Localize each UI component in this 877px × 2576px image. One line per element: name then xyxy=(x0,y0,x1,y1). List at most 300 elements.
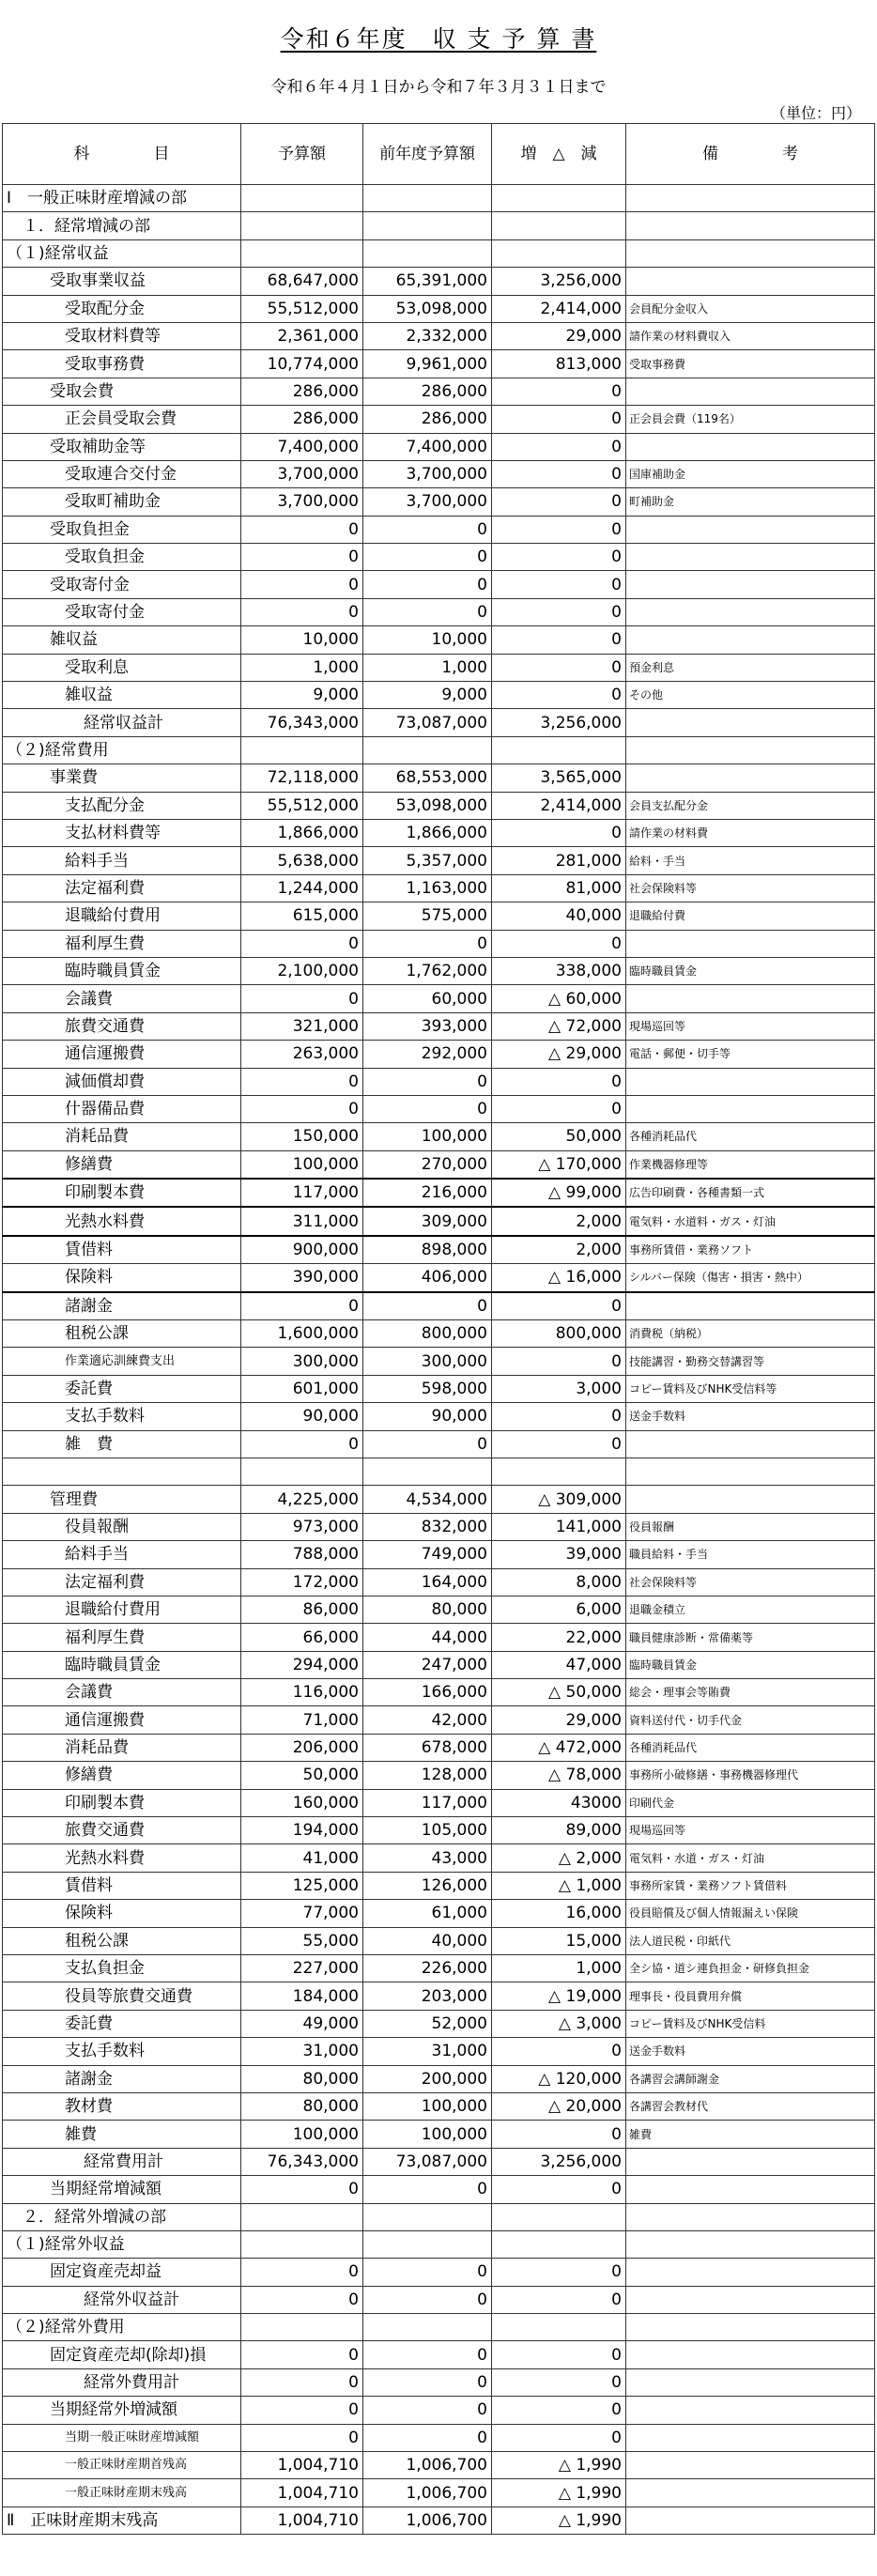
change-cell: 89,000 xyxy=(492,1817,626,1844)
remarks-cell xyxy=(626,2368,875,2396)
change-cell: 2,414,000 xyxy=(492,295,626,322)
budget-cell: 321,000 xyxy=(241,1012,363,1040)
account-cell: Ⅱ 正味財産期末残高 xyxy=(3,2507,241,2534)
budget-cell: 90,000 xyxy=(241,1403,363,1430)
prev-budget-cell: 61,000 xyxy=(363,1900,492,1927)
change-cell: 3,256,000 xyxy=(492,268,626,295)
account-cell: 経常収益計 xyxy=(3,709,241,736)
account-cell: 保険料 xyxy=(3,1264,241,1292)
table-row xyxy=(3,1207,875,1235)
change-cell: 0 xyxy=(492,626,626,654)
remarks-cell: 臨時職員賃金 xyxy=(626,957,875,984)
account-cell: 通信運搬費 xyxy=(3,1706,241,1734)
change-cell: 29,000 xyxy=(492,1706,626,1734)
remarks-cell: 全シ協・道シ連負担金・研修負担金 xyxy=(626,1955,875,1982)
table-row xyxy=(3,378,875,405)
table-row xyxy=(3,1541,875,1568)
remarks-cell: 役員賠償及び個人情報漏えい保険 xyxy=(626,1900,875,1927)
budget-cell: 0 xyxy=(241,598,363,625)
prev-budget-cell: 0 xyxy=(363,2176,492,2203)
account-cell: 消耗品費 xyxy=(3,1734,241,1761)
change-cell xyxy=(492,736,626,764)
change-cell: △ 2,000 xyxy=(492,1844,626,1872)
budget-cell: 55,512,000 xyxy=(241,792,363,819)
table-row xyxy=(3,709,875,736)
account-cell: 正会員受取会費 xyxy=(3,406,241,433)
prev-budget-cell: 31,000 xyxy=(363,2038,492,2065)
remarks-cell: 請作業の材料費収入 xyxy=(626,322,875,349)
remarks-cell: 町補助金 xyxy=(626,488,875,516)
change-cell: 813,000 xyxy=(492,350,626,378)
account-cell: 支払手数料 xyxy=(3,2038,241,2065)
table-row xyxy=(3,1123,875,1150)
budget-cell xyxy=(241,2203,363,2230)
table-row xyxy=(3,406,875,433)
account-cell: 消耗品費 xyxy=(3,1123,241,1150)
account-cell: 保険料 xyxy=(3,1900,241,1927)
prev-budget-cell: 1,762,000 xyxy=(363,957,492,984)
change-cell: 8,000 xyxy=(492,1568,626,1596)
prev-budget-cell: 0 xyxy=(363,516,492,543)
table-row xyxy=(3,2286,875,2313)
table-row xyxy=(3,902,875,930)
prev-budget-cell: 3,700,000 xyxy=(363,460,492,487)
remarks-cell xyxy=(626,2507,875,2534)
change-cell: 0 xyxy=(492,654,626,681)
account-cell: 退職給付費用 xyxy=(3,1596,241,1623)
budget-cell: 1,866,000 xyxy=(241,819,363,846)
remarks-cell xyxy=(626,185,875,212)
change-cell xyxy=(492,185,626,212)
change-cell: 0 xyxy=(492,2121,626,2148)
budget-cell: 3,700,000 xyxy=(241,488,363,516)
account-cell: 雑収益 xyxy=(3,626,241,654)
remarks-cell xyxy=(626,2230,875,2258)
table-row xyxy=(3,957,875,984)
table-row xyxy=(3,1236,875,1264)
account-cell: 会議費 xyxy=(3,985,241,1012)
remarks-cell: 法人道民税・印紙代 xyxy=(626,1927,875,1954)
table-row xyxy=(3,654,875,681)
prev-budget-cell: 43,000 xyxy=(363,1844,492,1872)
account-cell: 臨時職員賃金 xyxy=(3,1651,241,1678)
budget-cell: 2,100,000 xyxy=(241,957,363,984)
change-cell: △ 99,000 xyxy=(492,1179,626,1207)
change-cell: 338,000 xyxy=(492,957,626,984)
budget-cell: 86,000 xyxy=(241,1596,363,1623)
prev-budget-cell: 1,006,700 xyxy=(363,2507,492,2534)
budget-cell: 0 xyxy=(241,2286,363,2313)
change-cell: △ 50,000 xyxy=(492,1679,626,1706)
account-cell: 受取材料費等 xyxy=(3,322,241,349)
remarks-cell xyxy=(626,378,875,405)
prev-budget-cell: 53,098,000 xyxy=(363,792,492,819)
remarks-cell: 送金手数料 xyxy=(626,2038,875,2065)
account-cell xyxy=(3,1458,241,1485)
change-cell: △ 120,000 xyxy=(492,2065,626,2092)
remarks-cell xyxy=(626,2479,875,2507)
table-row xyxy=(3,295,875,322)
account-cell: 福利厚生費 xyxy=(3,930,241,957)
account-cell: 受取町補助金 xyxy=(3,488,241,516)
prev-budget-cell: 0 xyxy=(363,1430,492,1458)
table-row xyxy=(3,1486,875,1513)
remarks-cell xyxy=(626,985,875,1012)
change-cell: 40,000 xyxy=(492,902,626,930)
remarks-cell xyxy=(626,1292,875,1320)
table-row xyxy=(3,2452,875,2479)
prev-budget-cell: 0 xyxy=(363,2286,492,2313)
table-row xyxy=(3,1844,875,1872)
prev-budget-cell: 1,866,000 xyxy=(363,819,492,846)
unit-label: （単位：円） xyxy=(770,104,861,122)
budget-cell: 615,000 xyxy=(241,902,363,930)
table-row xyxy=(3,1012,875,1040)
account-cell: 経常外費用計 xyxy=(3,2368,241,2396)
account-cell: 委託費 xyxy=(3,1375,241,1402)
prev-budget-cell: 898,000 xyxy=(363,1236,492,1264)
budget-cell: 601,000 xyxy=(241,1375,363,1402)
change-cell: 0 xyxy=(492,2341,626,2368)
budget-cell: 2,361,000 xyxy=(241,322,363,349)
account-cell: 支払配分金 xyxy=(3,792,241,819)
prev-budget-cell: 105,000 xyxy=(363,1817,492,1844)
remarks-cell: コピー賃料及びNHK受信料 xyxy=(626,2010,875,2037)
budget-cell: 31,000 xyxy=(241,2038,363,2065)
prev-budget-cell: 52,000 xyxy=(363,2010,492,2037)
prev-budget-cell: 68,553,000 xyxy=(363,764,492,792)
change-cell: 0 xyxy=(492,460,626,487)
prev-budget-cell: 309,000 xyxy=(363,1207,492,1235)
budget-cell: 7,400,000 xyxy=(241,433,363,460)
change-cell: 0 xyxy=(492,1403,626,1430)
change-cell: 0 xyxy=(492,378,626,405)
account-cell: 受取連合交付金 xyxy=(3,460,241,487)
account-cell: 事業費 xyxy=(3,764,241,792)
prev-budget-cell: 9,000 xyxy=(363,682,492,709)
remarks-cell: 職員健康診断・常備薬等 xyxy=(626,1624,875,1651)
remarks-cell: 作業機器修理等 xyxy=(626,1150,875,1179)
prev-budget-cell: 575,000 xyxy=(363,902,492,930)
prev-budget-cell: 9,961,000 xyxy=(363,350,492,378)
table-row xyxy=(3,1596,875,1623)
remarks-cell: 理事長・役員費用弁償 xyxy=(626,1982,875,2010)
prev-budget-cell: 73,087,000 xyxy=(363,2148,492,2175)
remarks-cell xyxy=(626,2341,875,2368)
change-cell: 0 xyxy=(492,1068,626,1095)
remarks-cell: 事務所賃借・業務ソフト xyxy=(626,1236,875,1264)
remarks-cell xyxy=(626,930,875,957)
account-cell: 賃借料 xyxy=(3,1236,241,1264)
table-row xyxy=(3,433,875,460)
remarks-cell: 資料送付代・切手代金 xyxy=(626,1706,875,1734)
prev-budget-cell: 749,000 xyxy=(363,1541,492,1568)
change-cell: 0 xyxy=(492,406,626,433)
budget-cell: 71,000 xyxy=(241,1706,363,1734)
prev-budget-cell: 226,000 xyxy=(363,1955,492,1982)
budget-cell: 160,000 xyxy=(241,1789,363,1816)
account-cell: 給料手当 xyxy=(3,847,241,874)
change-cell: 0 xyxy=(492,1095,626,1122)
prev-budget-cell: 0 xyxy=(363,2259,492,2286)
account-cell: 法定福利費 xyxy=(3,874,241,902)
table-row xyxy=(3,1150,875,1179)
account-cell: 印刷製本費 xyxy=(3,1789,241,1816)
account-cell: 固定資産売却益 xyxy=(3,2259,241,2286)
change-cell: 0 xyxy=(492,598,626,625)
table-row xyxy=(3,1651,875,1678)
remarks-cell: 事務所家賃・業務ソフト賃借料 xyxy=(626,1872,875,1899)
remarks-cell xyxy=(626,764,875,792)
change-cell: △ 170,000 xyxy=(492,1150,626,1179)
prev-budget-cell: 0 xyxy=(363,2341,492,2368)
account-cell: 受取利息 xyxy=(3,654,241,681)
table-row xyxy=(3,239,875,267)
change-cell: 0 xyxy=(492,819,626,846)
remarks-cell: 受取事務費 xyxy=(626,350,875,378)
change-cell: 0 xyxy=(492,2397,626,2424)
prev-budget-cell: 800,000 xyxy=(363,1320,492,1348)
prev-budget-cell: 678,000 xyxy=(363,1734,492,1761)
table-row xyxy=(3,2010,875,2037)
account-cell: 一般正味財産期首残高 xyxy=(3,2452,241,2479)
budget-cell: 0 xyxy=(241,1430,363,1458)
budget-cell: 0 xyxy=(241,2176,363,2203)
budget-cell: 0 xyxy=(241,1068,363,1095)
prev-budget-cell: 53,098,000 xyxy=(363,295,492,322)
remarks-cell: 預金利息 xyxy=(626,654,875,681)
table-row xyxy=(3,1817,875,1844)
budget-cell: 10,000 xyxy=(241,626,363,654)
table-row xyxy=(3,819,875,846)
change-cell: 50,000 xyxy=(492,1123,626,1150)
change-cell: △ 3,000 xyxy=(492,2010,626,2037)
remarks-cell: 各講習会講師謝金 xyxy=(626,2065,875,2092)
remarks-cell: 役員報酬 xyxy=(626,1513,875,1540)
account-cell: 受取負担金 xyxy=(3,544,241,571)
account-cell: １．経常増減の部 xyxy=(3,212,241,239)
account-cell: 諸謝金 xyxy=(3,1292,241,1320)
table-row xyxy=(3,1041,875,1068)
account-cell: 減価償却費 xyxy=(3,1068,241,1095)
remarks-cell xyxy=(626,709,875,736)
budget-table xyxy=(2,123,875,2535)
budget-cell: 311,000 xyxy=(241,1207,363,1235)
budget-cell: 184,000 xyxy=(241,1982,363,2010)
change-cell: △ 1,990 xyxy=(492,2452,626,2479)
budget-cell: 9,000 xyxy=(241,682,363,709)
table-row xyxy=(3,874,875,902)
remarks-cell: 技能講習・勤務交替講習等 xyxy=(626,1348,875,1375)
budget-cell xyxy=(241,2230,363,2258)
remarks-cell: 現場巡回等 xyxy=(626,1817,875,1844)
change-cell: 0 xyxy=(492,433,626,460)
prev-budget-cell xyxy=(363,212,492,239)
budget-cell: 49,000 xyxy=(241,2010,363,2037)
prev-budget-cell xyxy=(363,1458,492,1485)
prev-budget-cell: 10,000 xyxy=(363,626,492,654)
change-cell: 29,000 xyxy=(492,322,626,349)
prev-budget-cell: 1,163,000 xyxy=(363,874,492,902)
prev-budget-cell: 4,534,000 xyxy=(363,1486,492,1513)
change-cell: 0 xyxy=(492,2038,626,2065)
budget-cell: 0 xyxy=(241,2341,363,2368)
document-title-text: 令和６年度 収 支 予 算 書 xyxy=(280,25,597,53)
header-account: 科 目 xyxy=(3,124,241,185)
change-cell: 22,000 xyxy=(492,1624,626,1651)
remarks-cell xyxy=(626,2259,875,2286)
account-cell: 雑 費 xyxy=(3,1430,241,1458)
change-cell: 0 xyxy=(492,488,626,516)
budget-cell: 194,000 xyxy=(241,1817,363,1844)
change-cell: △ 29,000 xyxy=(492,1041,626,1068)
table-row xyxy=(3,2203,875,2230)
header-prev-budget: 前年度予算額 xyxy=(363,124,492,185)
account-cell: 受取配分金 xyxy=(3,295,241,322)
account-cell: ２．経常外増減の部 xyxy=(3,2203,241,2230)
budget-cell: 0 xyxy=(241,985,363,1012)
remarks-cell xyxy=(626,2314,875,2341)
remarks-cell xyxy=(626,544,875,571)
table-row xyxy=(3,1900,875,1927)
table-row xyxy=(3,1375,875,1402)
table-row xyxy=(3,2424,875,2451)
budget-cell: 0 xyxy=(241,516,363,543)
account-cell: 委託費 xyxy=(3,2010,241,2037)
table-body xyxy=(3,185,875,2535)
change-cell: 0 xyxy=(492,516,626,543)
budget-cell: 50,000 xyxy=(241,1762,363,1789)
table-row xyxy=(3,682,875,709)
prev-budget-cell xyxy=(363,239,492,267)
change-cell: 3,256,000 xyxy=(492,709,626,736)
remarks-cell: 国庫補助金 xyxy=(626,460,875,487)
budget-cell: 117,000 xyxy=(241,1179,363,1207)
change-cell: △ 19,000 xyxy=(492,1982,626,2010)
budget-cell: 100,000 xyxy=(241,2121,363,2148)
budget-cell: 0 xyxy=(241,1292,363,1320)
table-row xyxy=(3,571,875,598)
prev-budget-cell: 0 xyxy=(363,2368,492,2396)
account-cell: 光熱水料費 xyxy=(3,1844,241,1872)
change-cell: 0 xyxy=(492,682,626,709)
budget-cell: 1,000 xyxy=(241,654,363,681)
remarks-cell xyxy=(626,2397,875,2424)
budget-cell: 80,000 xyxy=(241,2092,363,2120)
prev-budget-cell: 164,000 xyxy=(363,1568,492,1596)
table-row xyxy=(3,930,875,957)
prev-budget-cell: 126,000 xyxy=(363,1872,492,1899)
account-cell: 通信運搬費 xyxy=(3,1041,241,1068)
table-row xyxy=(3,1706,875,1734)
remarks-cell xyxy=(626,1430,875,1458)
table-row xyxy=(3,1762,875,1789)
change-cell: 0 xyxy=(492,2286,626,2313)
remarks-cell: 請作業の材料費 xyxy=(626,819,875,846)
account-cell: 受取会費 xyxy=(3,378,241,405)
remarks-cell xyxy=(626,268,875,295)
remarks-cell: 臨時職員賃金 xyxy=(626,1651,875,1678)
budget-cell: 0 xyxy=(241,930,363,957)
budget-cell xyxy=(241,212,363,239)
account-cell: 旅費交通費 xyxy=(3,1817,241,1844)
budget-cell: 172,000 xyxy=(241,1568,363,1596)
budget-cell: 1,004,710 xyxy=(241,2507,363,2534)
remarks-cell: 電気料・水道・ガス・灯油 xyxy=(626,1844,875,1872)
remarks-cell: 各講習会教材代 xyxy=(626,2092,875,2120)
table-row xyxy=(3,1179,875,1207)
change-cell xyxy=(492,239,626,267)
table-row xyxy=(3,516,875,543)
change-cell: △ 309,000 xyxy=(492,1486,626,1513)
table-row xyxy=(3,2314,875,2341)
change-cell: 0 xyxy=(492,1292,626,1320)
budget-cell: 1,004,710 xyxy=(241,2452,363,2479)
account-cell: 経常費用計 xyxy=(3,2148,241,2175)
change-cell: 0 xyxy=(492,2259,626,2286)
table-row xyxy=(3,2368,875,2396)
account-cell: （１)経常外収益 xyxy=(3,2230,241,2258)
table-row xyxy=(3,2121,875,2148)
table-row xyxy=(3,1789,875,1816)
change-cell: 81,000 xyxy=(492,874,626,902)
budget-cell: 1,004,710 xyxy=(241,2479,363,2507)
account-cell: 法定福利費 xyxy=(3,1568,241,1596)
account-cell: 固定資産売却(除却)損 xyxy=(3,2341,241,2368)
table-row xyxy=(3,1927,875,1954)
budget-cell xyxy=(241,2314,363,2341)
prev-budget-cell xyxy=(363,2203,492,2230)
prev-budget-cell: 0 xyxy=(363,2424,492,2451)
remarks-cell: 広告印刷費・各種書類一式 xyxy=(626,1179,875,1207)
account-cell: 臨時職員賃金 xyxy=(3,957,241,984)
budget-cell: 125,000 xyxy=(241,1872,363,1899)
remarks-cell xyxy=(626,1068,875,1095)
prev-budget-cell: 100,000 xyxy=(363,2092,492,2120)
remarks-cell xyxy=(626,571,875,598)
account-cell: 旅費交通費 xyxy=(3,1012,241,1040)
table-row xyxy=(3,1403,875,1430)
prev-budget-cell: 270,000 xyxy=(363,1150,492,1179)
change-cell: 15,000 xyxy=(492,1927,626,1954)
change-cell xyxy=(492,2314,626,2341)
budget-cell: 206,000 xyxy=(241,1734,363,1761)
budget-cell: 100,000 xyxy=(241,1150,363,1179)
table-row xyxy=(3,2148,875,2175)
prev-budget-cell: 0 xyxy=(363,544,492,571)
change-cell: △ 78,000 xyxy=(492,1762,626,1789)
change-cell xyxy=(492,2203,626,2230)
account-cell: 会議費 xyxy=(3,1679,241,1706)
prev-budget-cell xyxy=(363,2230,492,2258)
remarks-cell: 会員配分金収入 xyxy=(626,295,875,322)
change-cell: 6,000 xyxy=(492,1596,626,1623)
change-cell: △ 1,990 xyxy=(492,2479,626,2507)
budget-cell: 72,118,000 xyxy=(241,764,363,792)
remarks-cell xyxy=(626,433,875,460)
account-cell: 支払手数料 xyxy=(3,1403,241,1430)
change-cell: △ 1,990 xyxy=(492,2507,626,2534)
table-row xyxy=(3,1624,875,1651)
spacer-row xyxy=(3,1458,875,1485)
change-cell: △ 1,000 xyxy=(492,1872,626,1899)
remarks-cell xyxy=(626,2203,875,2230)
table-row xyxy=(3,1955,875,1982)
table-row xyxy=(3,1264,875,1292)
account-cell: 受取事業収益 xyxy=(3,268,241,295)
budget-cell: 77,000 xyxy=(241,1900,363,1927)
prev-budget-cell: 393,000 xyxy=(363,1012,492,1040)
